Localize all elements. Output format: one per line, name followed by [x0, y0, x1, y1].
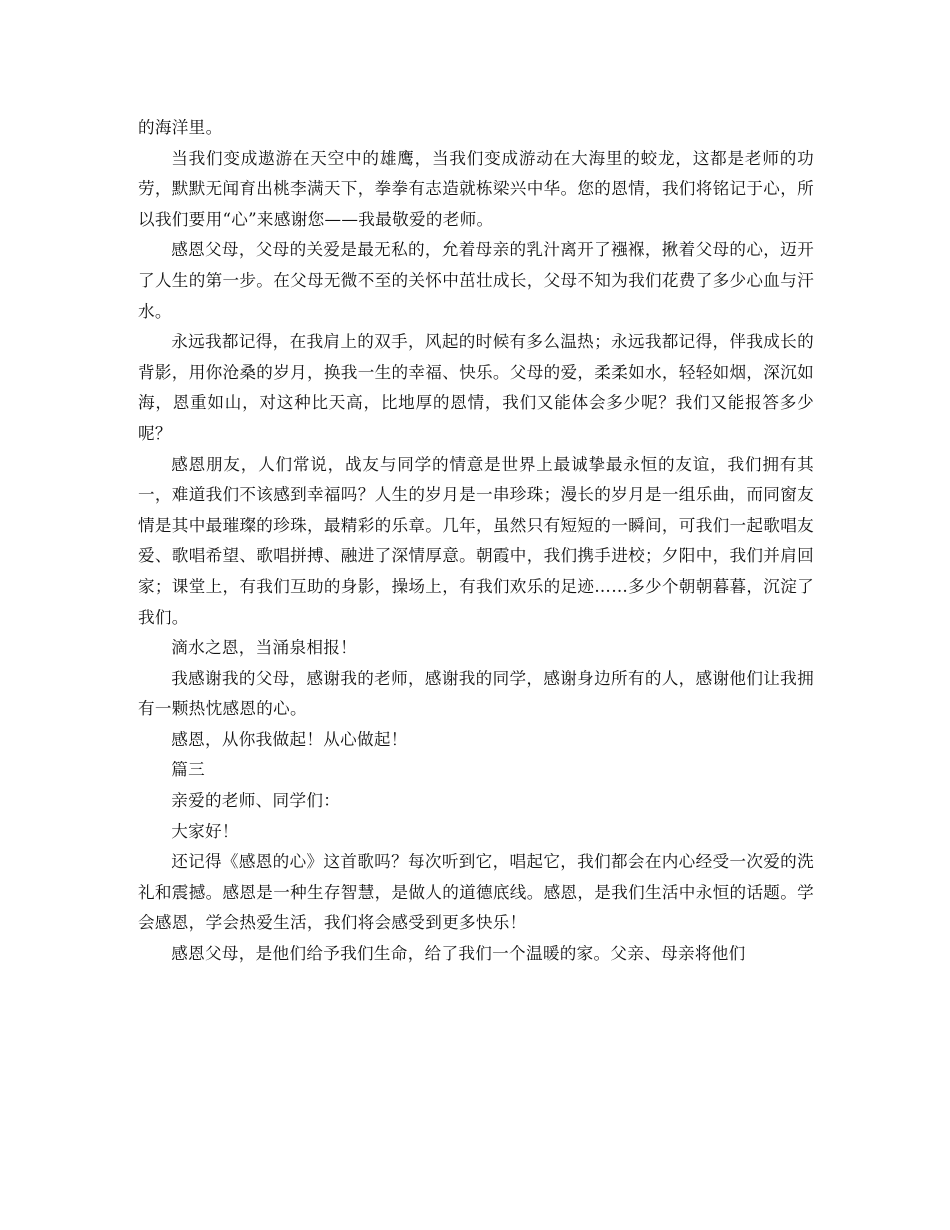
paragraph: 当我们变成遨游在天空中的雄鹰，当我们变成游动在大海里的蛟龙，这都是老师的功劳，默默无闻育出桃李满天下，拳拳有志造就栋梁兴中华。您的恩情，我们将铭记于心，所以我们要用“心”来感谢您——我最敬爱的老师。: [138, 148, 814, 229]
paragraph: 我感谢我的父母，感谢我的老师，感谢我的同学，感谢身边所有的人，感谢他们让我拥有一颗热忱感恩的心。: [138, 668, 814, 719]
paragraph: 感恩，从你我做起！从心做起！: [171, 729, 408, 749]
paragraph: 感恩父母，父母的关爱是最无私的，允着母亲的乳汁离开了襁褓，揪着父母的心，迈开了人生的第一步。在父母无微不至的关怀中茁壮成长，父母不知为我们花费了多少心血与汗水。: [138, 240, 814, 321]
section-heading: 篇三: [171, 760, 205, 780]
document-body: [138, 113, 814, 970]
salutation: 亲爱的老师、同学们：: [171, 791, 341, 811]
paragraph: 的海洋里。: [138, 118, 223, 137]
paragraph: 还记得《感恩的心》这首歌吗？每次听到它，唱起它，我们都会在内心经受一次爱的洗礼和震撼。感恩是一种生存智慧，是做人的道德底线。感恩，是我们生活中永恒的话题。学会感恩，学会热爱生活，我们将会感受到更多快乐！: [138, 852, 814, 933]
paragraph: 感恩父母，是他们给予我们生命，给了我们一个温暖的家。父亲、母亲将他们: [171, 944, 746, 964]
greeting: 大家好！: [171, 821, 239, 841]
paragraph: 感恩朋友，人们常说，战友与同学的情意是世界上最诚挚最永恒的友谊，我们拥有其一，难道我们不该感到幸福吗？人生的岁月是一串珍珠；漫长的岁月是一组乐曲，而同窗友情是其中最璀璨的珍珠，最精彩的乐章。几年，虽然只有短短的一瞬间，可我们一起歌唱友爱、歌唱希望、歌唱拼搏、融进了深情厚意。朝霞中，我们携手进校；夕阳中，我们并肩回家；课堂上，有我们互助的身影，操场上，有我们欢乐的足迹……多少个朝朝暮暮，沉淀了我们。: [138, 454, 814, 627]
paragraph: 滴水之恩，当涌泉相报！: [171, 638, 358, 658]
paragraph: 永远我都记得，在我肩上的双手，风起的时候有多么温热；永远我都记得，伴我成长的背影，用你沧桑的岁月，换我一生的幸福、快乐。父母的爱，柔柔如水，轻轻如烟，深沉如海，恩重如山，对这种比天高，比地厚的恩情，我们又能体会多少呢？我们又能报答多少呢？: [138, 332, 814, 443]
